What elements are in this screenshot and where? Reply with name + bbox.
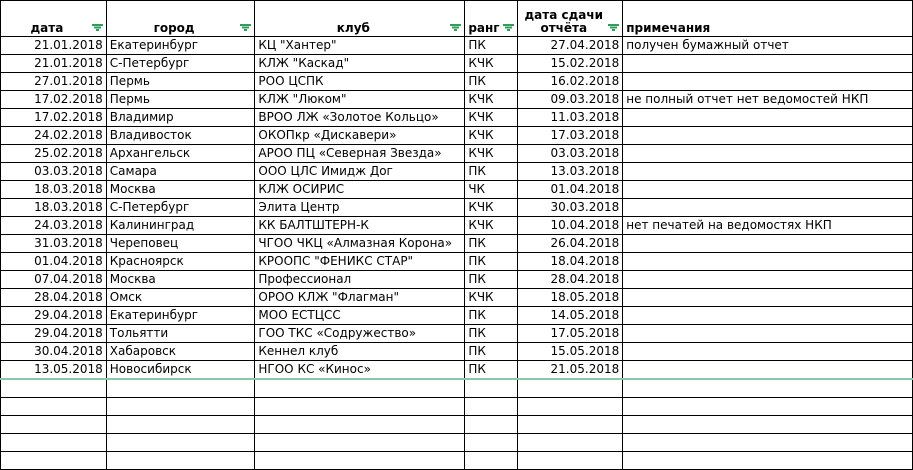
- report-date-cell[interactable]: 18.04.2018: [518, 253, 623, 271]
- note-cell[interactable]: получен бумажный отчет: [623, 37, 913, 55]
- note-cell[interactable]: не полный отчет нет ведомостей НКП: [623, 91, 913, 109]
- rank-cell[interactable]: КЧК: [465, 127, 518, 145]
- club-cell[interactable]: Кеннел клуб: [255, 343, 465, 361]
- note-cell[interactable]: [623, 127, 913, 145]
- date-cell[interactable]: 29.04.2018: [1, 307, 107, 325]
- club-cell[interactable]: КК БАЛТШТЕРН-К: [255, 217, 465, 235]
- rank-cell[interactable]: КЧК: [465, 217, 518, 235]
- empty-cell[interactable]: [518, 416, 623, 434]
- empty-cell[interactable]: [518, 452, 623, 470]
- note-cell[interactable]: [623, 199, 913, 217]
- report-date-cell[interactable]: 21.05.2018: [518, 361, 623, 380]
- city-cell[interactable]: Новосибирск: [106, 361, 255, 380]
- city-cell[interactable]: Екатеринбург: [106, 37, 255, 55]
- date-cell[interactable]: 28.04.2018: [1, 289, 107, 307]
- empty-cell[interactable]: [255, 398, 465, 416]
- table-row: [1, 73, 913, 91]
- rank-cell[interactable]: ПК: [465, 253, 518, 271]
- empty-cell[interactable]: [255, 434, 465, 452]
- club-cell[interactable]: ГОО ТКС «Содружество»: [255, 325, 465, 343]
- report-date-cell[interactable]: 17.03.2018: [518, 127, 623, 145]
- date-cell[interactable]: 13.05.2018: [1, 361, 107, 380]
- date-cell[interactable]: 21.01.2018: [1, 37, 107, 55]
- report-date-cell[interactable]: 09.03.2018: [518, 91, 623, 109]
- report-date-cell[interactable]: 13.03.2018: [518, 163, 623, 181]
- empty-cell[interactable]: [1, 434, 107, 452]
- rank-cell[interactable]: ПК: [465, 343, 518, 361]
- city-cell[interactable]: Архангельск: [106, 145, 255, 163]
- empty-cell[interactable]: [623, 452, 913, 470]
- report-date-cell[interactable]: 14.05.2018: [518, 307, 623, 325]
- header-date: [1, 1, 107, 37]
- club-cell[interactable]: Элита Центр: [255, 199, 465, 217]
- empty-cell[interactable]: [623, 416, 913, 434]
- club-cell[interactable]: АРОО ПЦ «Северная Звезда»: [255, 145, 465, 163]
- empty-cell[interactable]: [255, 379, 465, 398]
- city-cell[interactable]: Самара: [106, 163, 255, 181]
- empty-row: [1, 379, 913, 398]
- date-cell[interactable]: 18.03.2018: [1, 199, 107, 217]
- filter-icon[interactable]: [503, 24, 514, 31]
- club-cell[interactable]: РОО ЦСПК: [255, 73, 465, 91]
- table-row: [1, 307, 913, 325]
- table-row: [1, 163, 913, 181]
- club-cell[interactable]: ЧГОО ЧКЦ «Алмазная Корона»: [255, 235, 465, 253]
- club-cell[interactable]: КЛЖ ОСИРИС: [255, 181, 465, 199]
- table-row: [1, 109, 913, 127]
- table-row: [1, 181, 913, 199]
- date-cell[interactable]: 29.04.2018: [1, 325, 107, 343]
- rank-cell[interactable]: ПК: [465, 235, 518, 253]
- note-cell[interactable]: [623, 253, 913, 271]
- note-cell[interactable]: [623, 109, 913, 127]
- table-row: [1, 91, 913, 109]
- empty-cell[interactable]: [106, 416, 255, 434]
- rank-cell[interactable]: ПК: [465, 325, 518, 343]
- city-cell[interactable]: Омск: [106, 289, 255, 307]
- empty-cell[interactable]: [623, 379, 913, 398]
- report-date-cell[interactable]: 11.03.2018: [518, 109, 623, 127]
- report-date-cell[interactable]: 16.02.2018: [518, 73, 623, 91]
- city-cell[interactable]: Пермь: [106, 73, 255, 91]
- date-cell[interactable]: 01.04.2018: [1, 253, 107, 271]
- note-cell[interactable]: нет печатей на ведомостях НКП: [623, 217, 913, 235]
- empty-cell[interactable]: [255, 452, 465, 470]
- header-report-date-line2: отчёта: [540, 21, 588, 35]
- date-cell[interactable]: 24.02.2018: [1, 127, 107, 145]
- city-cell[interactable]: Красноярск: [106, 253, 255, 271]
- table-row: [1, 343, 913, 361]
- empty-cell[interactable]: [1, 379, 107, 398]
- filter-icon[interactable]: [240, 24, 251, 31]
- rank-cell[interactable]: КЧК: [465, 199, 518, 217]
- rank-cell[interactable]: ПК: [465, 361, 518, 380]
- note-cell[interactable]: [623, 235, 913, 253]
- rank-cell[interactable]: КЧК: [465, 91, 518, 109]
- note-cell[interactable]: [623, 307, 913, 325]
- rank-cell[interactable]: ПК: [465, 37, 518, 55]
- empty-cell[interactable]: [623, 398, 913, 416]
- empty-cell[interactable]: [465, 416, 518, 434]
- date-cell[interactable]: 27.01.2018: [1, 73, 107, 91]
- empty-cell[interactable]: [518, 379, 623, 398]
- empty-row: [1, 398, 913, 416]
- date-cell[interactable]: 18.03.2018: [1, 181, 107, 199]
- filter-icon[interactable]: [608, 24, 619, 31]
- table-row: [1, 253, 913, 271]
- empty-cell[interactable]: [465, 434, 518, 452]
- header-city-label: город: [153, 21, 195, 35]
- date-cell[interactable]: 31.03.2018: [1, 235, 107, 253]
- header-club: [255, 1, 465, 37]
- note-cell[interactable]: [623, 325, 913, 343]
- table-row: [1, 325, 913, 343]
- header-club-label: клуб: [336, 21, 370, 35]
- rank-cell[interactable]: ПК: [465, 307, 518, 325]
- club-cell[interactable]: КЦ "Хантер": [255, 37, 465, 55]
- rank-cell[interactable]: КЧК: [465, 55, 518, 73]
- city-cell[interactable]: Пермь: [106, 91, 255, 109]
- date-cell[interactable]: 07.04.2018: [1, 271, 107, 289]
- date-cell[interactable]: 25.02.2018: [1, 145, 107, 163]
- empty-row: [1, 452, 913, 470]
- city-cell[interactable]: С-Петербург: [106, 55, 255, 73]
- city-cell[interactable]: Владимир: [106, 109, 255, 127]
- club-cell[interactable]: Профессионал: [255, 271, 465, 289]
- rank-cell[interactable]: ПК: [465, 73, 518, 91]
- header-row: [1, 1, 913, 37]
- header-notes-label: примечания: [626, 21, 711, 35]
- empty-cell[interactable]: [255, 416, 465, 434]
- report-date-cell[interactable]: 18.05.2018: [518, 289, 623, 307]
- filter-icon[interactable]: [450, 24, 461, 31]
- empty-cell[interactable]: [518, 434, 623, 452]
- club-cell[interactable]: НГОО КС «Кинос»: [255, 361, 465, 380]
- report-date-cell[interactable]: 17.05.2018: [518, 325, 623, 343]
- date-cell[interactable]: 21.01.2018: [1, 55, 107, 73]
- empty-cell[interactable]: [1, 416, 107, 434]
- club-cell[interactable]: ОКОПкр «Дискавери»: [255, 127, 465, 145]
- header-date-label: дата: [30, 21, 64, 35]
- rank-cell[interactable]: ПК: [465, 271, 518, 289]
- empty-cell[interactable]: [106, 434, 255, 452]
- club-cell[interactable]: ВРОО ЛЖ «Золотое Кольцо»: [255, 109, 465, 127]
- table-row: [1, 37, 913, 55]
- note-cell[interactable]: [623, 361, 913, 380]
- report-date-cell[interactable]: 26.04.2018: [518, 235, 623, 253]
- club-cell[interactable]: ОРОО КЛЖ "Флагман": [255, 289, 465, 307]
- table-row: [1, 199, 913, 217]
- header-report-date-line1: дата сдачи: [524, 8, 604, 22]
- table-body: [1, 37, 913, 470]
- rank-cell[interactable]: ПК: [465, 163, 518, 181]
- filter-icon[interactable]: [92, 24, 103, 31]
- table-row: [1, 271, 913, 289]
- rank-cell[interactable]: ЧК: [465, 181, 518, 199]
- header-report-date: [518, 1, 623, 37]
- note-cell[interactable]: [623, 181, 913, 199]
- empty-cell[interactable]: [465, 452, 518, 470]
- rank-cell[interactable]: КЧК: [465, 289, 518, 307]
- city-cell[interactable]: Москва: [106, 271, 255, 289]
- report-date-cell[interactable]: 01.04.2018: [518, 181, 623, 199]
- empty-cell[interactable]: [106, 379, 255, 398]
- date-cell[interactable]: 24.03.2018: [1, 217, 107, 235]
- empty-row: [1, 434, 913, 452]
- city-cell[interactable]: Тольятти: [106, 325, 255, 343]
- date-cell[interactable]: 03.03.2018: [1, 163, 107, 181]
- rank-cell[interactable]: КЧК: [465, 109, 518, 127]
- header-rank-label: ранг: [468, 21, 500, 35]
- report-date-cell[interactable]: 30.03.2018: [518, 199, 623, 217]
- report-date-cell[interactable]: 28.04.2018: [518, 271, 623, 289]
- table-row: [1, 361, 913, 380]
- note-cell[interactable]: [623, 343, 913, 361]
- empty-cell[interactable]: [1, 452, 107, 470]
- date-cell[interactable]: 30.04.2018: [1, 343, 107, 361]
- note-cell[interactable]: [623, 289, 913, 307]
- report-date-cell[interactable]: 03.03.2018: [518, 145, 623, 163]
- city-cell[interactable]: С-Петербург: [106, 199, 255, 217]
- club-cell[interactable]: КРООПС "ФЕНИКС СТАР": [255, 253, 465, 271]
- report-date-cell[interactable]: 27.04.2018: [518, 37, 623, 55]
- empty-cell[interactable]: [465, 398, 518, 416]
- empty-row: [1, 416, 913, 434]
- note-cell[interactable]: [623, 73, 913, 91]
- city-cell[interactable]: Екатеринбург: [106, 307, 255, 325]
- rank-cell[interactable]: КЧК: [465, 145, 518, 163]
- club-cell[interactable]: КЛЖ "Люком": [255, 91, 465, 109]
- club-cell[interactable]: МОО ЕСТЦСС: [255, 307, 465, 325]
- report-date-cell[interactable]: 15.05.2018: [518, 343, 623, 361]
- city-cell[interactable]: Череповец: [106, 235, 255, 253]
- table-row: [1, 217, 913, 235]
- table-row: [1, 145, 913, 163]
- report-date-cell[interactable]: 10.04.2018: [518, 217, 623, 235]
- empty-cell[interactable]: [518, 398, 623, 416]
- date-cell[interactable]: 17.02.2018: [1, 91, 107, 109]
- empty-cell[interactable]: [106, 452, 255, 470]
- empty-cell[interactable]: [623, 434, 913, 452]
- table-row: [1, 55, 913, 73]
- table-row: [1, 127, 913, 145]
- table-row: [1, 289, 913, 307]
- table-row: [1, 235, 913, 253]
- city-cell[interactable]: Хабаровск: [106, 343, 255, 361]
- note-cell[interactable]: [623, 163, 913, 181]
- empty-cell[interactable]: [465, 379, 518, 398]
- header-rank: [465, 1, 518, 37]
- header-city: [106, 1, 255, 37]
- header-notes: [623, 1, 913, 37]
- empty-cell[interactable]: [106, 398, 255, 416]
- city-cell[interactable]: Владивосток: [106, 127, 255, 145]
- report-date-cell[interactable]: 15.02.2018: [518, 55, 623, 73]
- club-cell[interactable]: ООО ЦЛС Имидж Дог: [255, 163, 465, 181]
- city-cell[interactable]: Москва: [106, 181, 255, 199]
- city-cell[interactable]: Калининград: [106, 217, 255, 235]
- note-cell[interactable]: [623, 55, 913, 73]
- note-cell[interactable]: [623, 145, 913, 163]
- empty-cell[interactable]: [1, 398, 107, 416]
- club-cell[interactable]: КЛЖ "Каскад": [255, 55, 465, 73]
- date-cell[interactable]: 17.02.2018: [1, 109, 107, 127]
- note-cell[interactable]: [623, 271, 913, 289]
